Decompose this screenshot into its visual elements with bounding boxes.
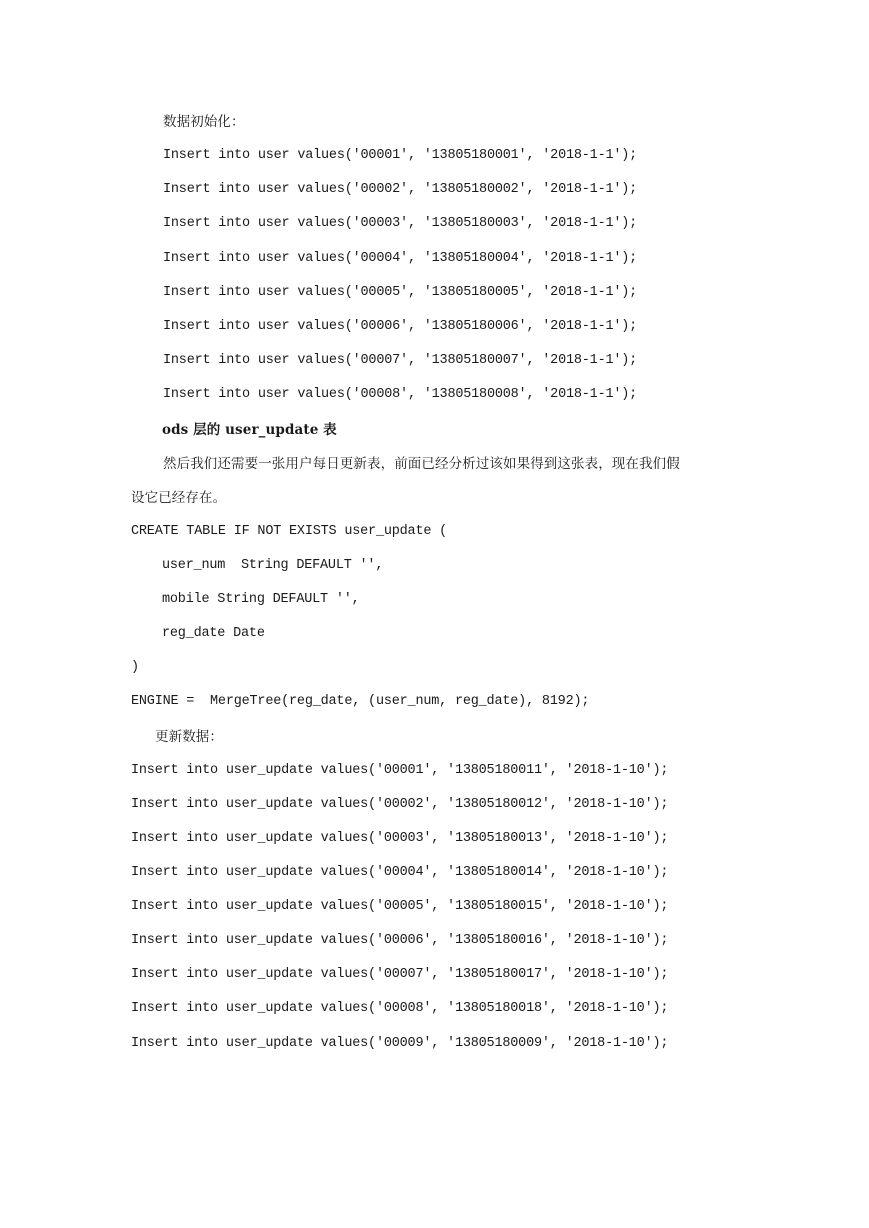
user-insert-line: Insert into user values('00003', '13805180003', '2018-1-1'); xyxy=(163,216,638,231)
update-insert-line: Insert into user_update values('00008', '13805180018', '2018-1-10'); xyxy=(131,1001,669,1016)
update-insert-line: Insert into user_update values('00006', '13805180016', '2018-1-10'); xyxy=(131,933,669,948)
update-insert-line: Insert into user_update values('00009', '13805180009', '2018-1-10'); xyxy=(131,1036,669,1051)
user-insert-line: Insert into user values('00008', '13805180008', '2018-1-1'); xyxy=(163,387,638,402)
paragraph-line-2: 设它已经存在。 xyxy=(131,490,227,506)
user-insert-line: Insert into user values('00001', '13805180001', '2018-1-1'); xyxy=(163,148,638,163)
create-table-column: reg_date Date xyxy=(162,626,265,641)
user-insert-line: Insert into user values('00007', '13805180007', '2018-1-1'); xyxy=(163,353,638,368)
create-table-column: user_num String DEFAULT '', xyxy=(162,558,384,573)
user-insert-line: Insert into user values('00006', '13805180006', '2018-1-1'); xyxy=(163,319,638,334)
init-heading: 数据初始化： xyxy=(163,114,245,130)
update-insert-line: Insert into user_update values('00001', '13805180011', '2018-1-10'); xyxy=(131,763,669,778)
engine-line: ENGINE = MergeTree(reg_date, (user_num, reg_date), 8192); xyxy=(131,694,590,709)
update-insert-line: Insert into user_update values('00002', '13805180012', '2018-1-10'); xyxy=(131,797,669,812)
paragraph-line-1: 然后我们还需要一张用户每日更新表，前面已经分析过该如果得到这张表，现在我们假 xyxy=(163,456,680,472)
create-table-column: mobile String DEFAULT '', xyxy=(162,592,360,607)
user-insert-line: Insert into user values('00004', '13805180004', '2018-1-1'); xyxy=(163,251,638,266)
user-insert-line: Insert into user values('00002', '13805180002', '2018-1-1'); xyxy=(163,182,638,197)
update-insert-line: Insert into user_update values('00005', '13805180015', '2018-1-10'); xyxy=(131,899,669,914)
update-heading: 更新数据： xyxy=(155,729,223,745)
create-table-close: ) xyxy=(131,660,139,675)
section-title: ods 层的 user_update 表 xyxy=(162,422,337,438)
update-insert-line: Insert into user_update values('00007', '13805180017', '2018-1-10'); xyxy=(131,967,669,982)
create-table-line: CREATE TABLE IF NOT EXISTS user_update ( xyxy=(131,524,448,539)
update-insert-line: Insert into user_update values('00004', '13805180014', '2018-1-10'); xyxy=(131,865,669,880)
user-insert-line: Insert into user values('00005', '13805180005', '2018-1-1'); xyxy=(163,285,638,300)
update-insert-line: Insert into user_update values('00003', '13805180013', '2018-1-10'); xyxy=(131,831,669,846)
